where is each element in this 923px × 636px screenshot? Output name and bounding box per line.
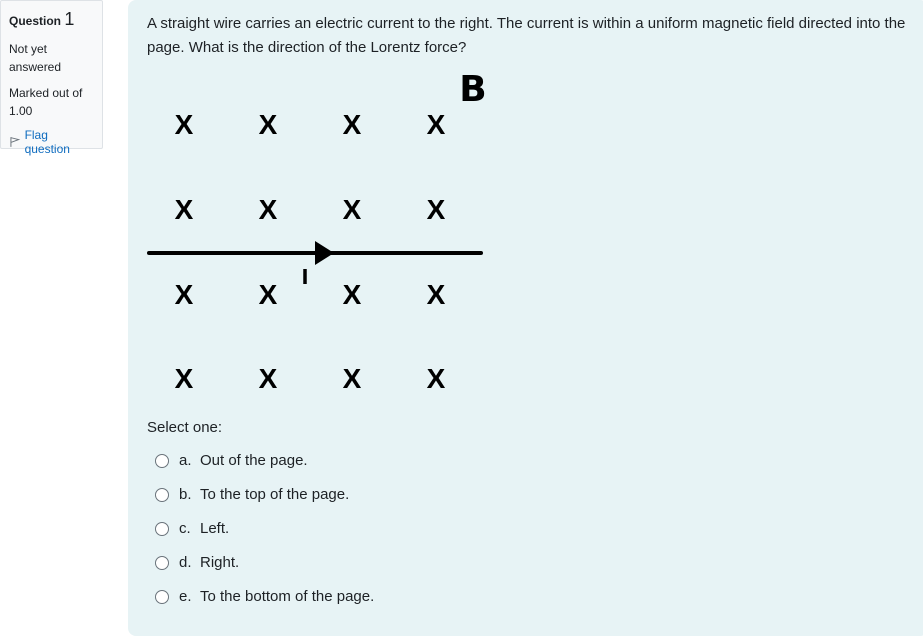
question-number-value: 1 [64,9,75,29]
question-number [9,9,94,30]
current-arrow [315,241,334,265]
field-into-page-x: X [342,363,362,394]
flag-icon [9,136,21,148]
radio-button[interactable] [155,556,169,570]
field-into-page-x: X [174,363,194,394]
field-into-page-x: X [174,109,194,140]
field-into-page-x: X [258,363,278,394]
field-into-page-x: X [426,363,446,394]
field-into-page-x: X [342,279,362,310]
field-into-page-x: X [258,194,278,225]
radio-button[interactable] [155,488,169,502]
question-info [0,0,103,156]
option-letter: a. [179,452,192,469]
question-state: Not yet answered [9,42,62,74]
field-label-b: B [459,69,487,110]
field-into-page-x: X [174,279,194,310]
select-prompt: Select one: [147,419,223,436]
flag-question-link[interactable] [9,128,94,156]
field-into-page-x: X [426,194,446,225]
question-panel [128,0,923,636]
question-grade: Marked out of 1.00 [9,86,83,118]
field-into-page-x: X [258,279,278,310]
radio-button[interactable] [155,590,169,604]
field-into-page-x: X [426,279,446,310]
option-text: Right. [200,554,240,571]
answer-option[interactable] [155,520,229,537]
answer-option[interactable] [155,452,308,469]
field-into-page-x: X [258,109,278,140]
field-into-page-x: X [174,194,194,225]
answer-option[interactable] [155,588,374,605]
question-text: A straight wire carries an electric current to the right. The current is within a uniform magnetic field directed into the page. What is the direction of the Lorentz force? [147,15,906,56]
magnetic-field-figure [128,0,528,410]
flag-question-label: Flag question [24,128,70,156]
option-letter: c. [179,520,191,537]
radio-button[interactable] [155,522,169,536]
answer-option[interactable] [155,486,349,503]
option-text: To the bottom of the page. [200,588,375,605]
option-text: Out of the page. [200,452,308,469]
radio-button[interactable] [155,454,169,468]
option-letter: b. [179,486,192,503]
field-into-page-x: X [426,109,446,140]
question-label: Question [9,14,62,28]
option-letter: e. [179,588,192,605]
field-into-page-x: X [342,194,362,225]
option-letter: d. [179,554,192,571]
answer-option[interactable] [155,554,239,571]
option-text: Left. [200,520,230,537]
option-text: To the top of the page. [200,486,350,503]
field-into-page-x: X [342,109,362,140]
